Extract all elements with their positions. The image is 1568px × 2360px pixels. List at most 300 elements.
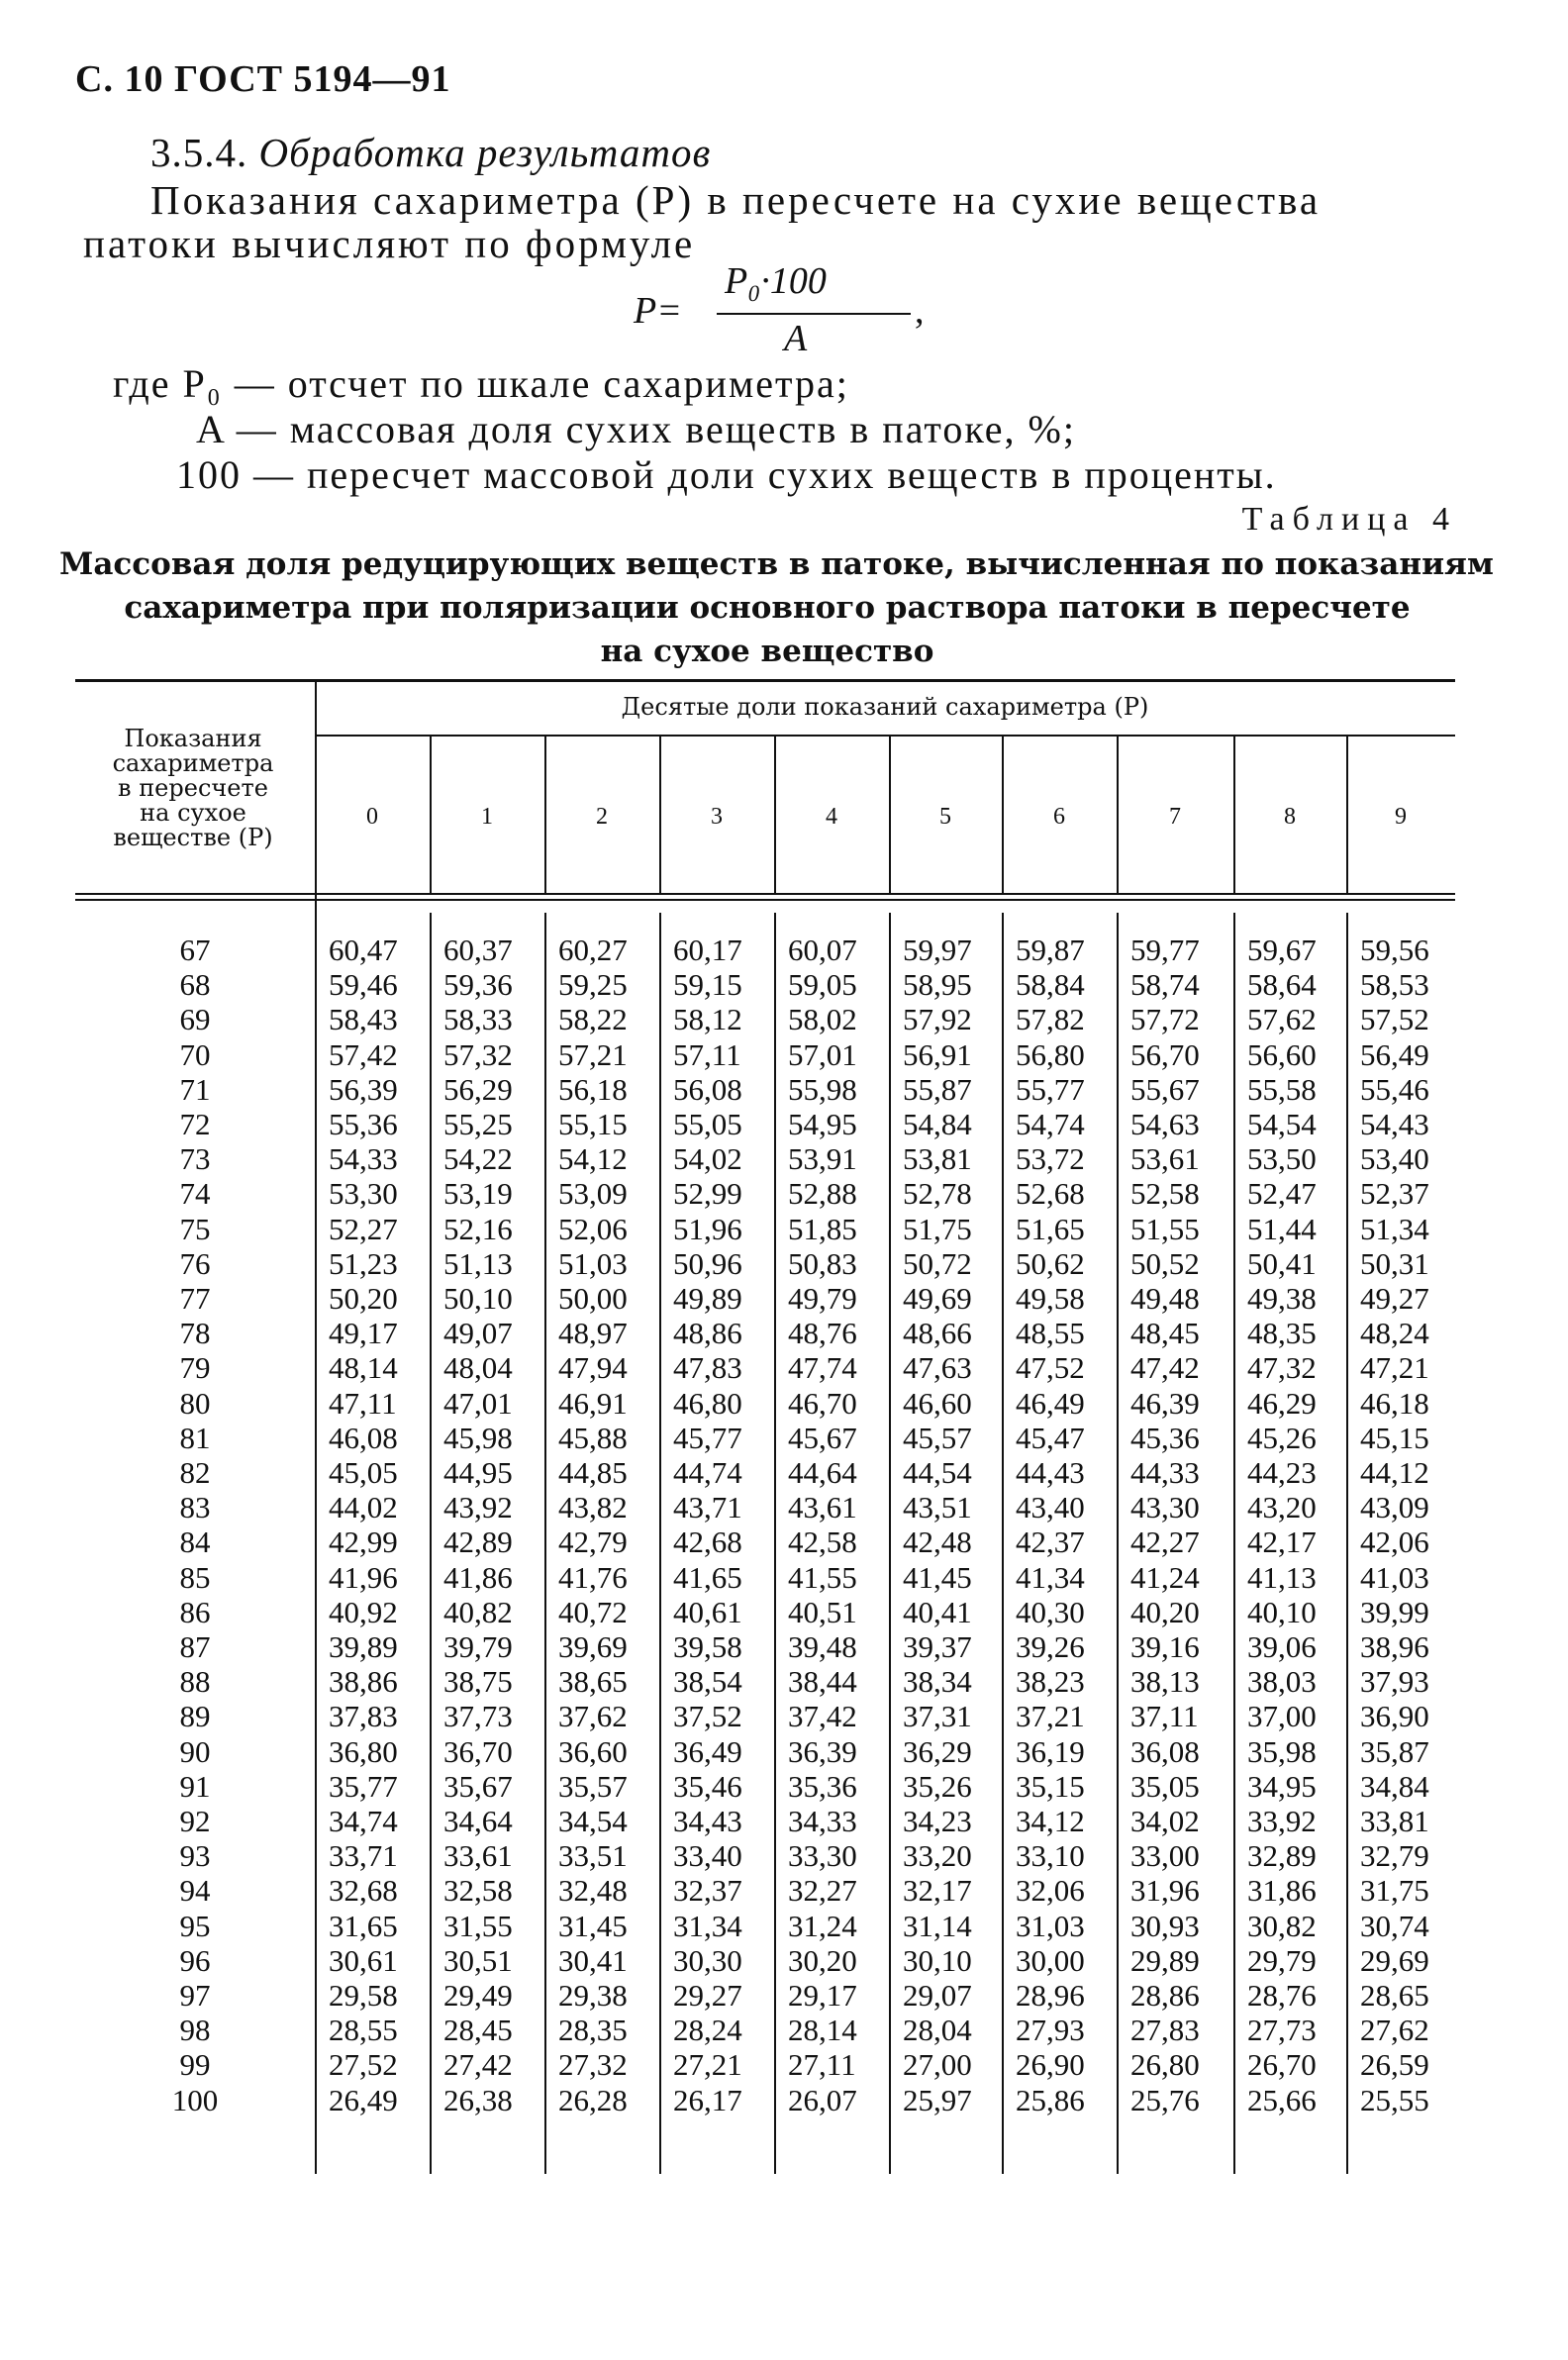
table-cell: 25,97 bbox=[903, 2082, 972, 2117]
table-cell: 57,11 bbox=[673, 1036, 741, 1072]
table-cell: 39,89 bbox=[329, 1629, 398, 1664]
table-cell: 34,74 bbox=[329, 1804, 398, 1838]
column-divider bbox=[889, 735, 891, 893]
table-header-rule-double bbox=[75, 899, 1455, 901]
table-cell: 47,11 bbox=[329, 1385, 397, 1421]
table-cell: 42,68 bbox=[673, 1524, 742, 1560]
table-cell: 30,10 bbox=[903, 1942, 972, 1978]
row-label: 95 bbox=[179, 1908, 211, 1943]
table-cell: 52,27 bbox=[329, 1211, 398, 1246]
table-cell: 39,26 bbox=[1016, 1629, 1085, 1664]
table-cell: 55,58 bbox=[1247, 1071, 1317, 1107]
table-cell: 45,98 bbox=[443, 1420, 513, 1455]
table-cell: 50,31 bbox=[1360, 1245, 1429, 1281]
table-cell: 57,21 bbox=[558, 1036, 628, 1072]
table-cell: 44,64 bbox=[788, 1455, 857, 1490]
table-cell: 29,79 bbox=[1247, 1942, 1317, 1978]
row-label: 90 bbox=[179, 1733, 211, 1769]
table-cell: 46,60 bbox=[903, 1385, 972, 1421]
table-cell: 42,99 bbox=[329, 1524, 398, 1560]
table-cell: 34,64 bbox=[443, 1804, 513, 1838]
row-label: 82 bbox=[179, 1455, 211, 1490]
table-cell: 28,86 bbox=[1130, 1978, 1200, 2013]
table-cell: 36,08 bbox=[1130, 1733, 1200, 1769]
table-cell: 47,94 bbox=[558, 1350, 628, 1386]
table-cell: 32,89 bbox=[1247, 1838, 1317, 1874]
table-cell: 50,10 bbox=[443, 1281, 513, 1316]
table-cell: 44,33 bbox=[1130, 1455, 1200, 1490]
table-cell: 59,97 bbox=[903, 933, 972, 967]
table-cell: 35,15 bbox=[1016, 1768, 1085, 1804]
table-cell: 48,45 bbox=[1130, 1316, 1200, 1351]
table-cell: 27,83 bbox=[1130, 2013, 1200, 2048]
table-cell: 42,79 bbox=[558, 1524, 628, 1560]
table-cell: 47,52 bbox=[1016, 1350, 1085, 1386]
table-cell: 47,83 bbox=[673, 1350, 742, 1386]
table-cell: 26,59 bbox=[1360, 2047, 1429, 2083]
table-cell: 50,96 bbox=[673, 1245, 742, 1281]
table-cell: 34,95 bbox=[1247, 1768, 1317, 1804]
table-cell: 44,43 bbox=[1016, 1455, 1085, 1490]
table-cell: 30,74 bbox=[1360, 1908, 1429, 1943]
table-cell: 44,02 bbox=[329, 1490, 398, 1525]
table-cell: 56,49 bbox=[1360, 1036, 1429, 1072]
table-cell: 60,47 bbox=[329, 933, 398, 967]
table-cell: 35,67 bbox=[443, 1768, 513, 1804]
table-cell: 27,52 bbox=[329, 2047, 398, 2083]
column-divider bbox=[430, 913, 432, 2174]
table-cell: 25,86 bbox=[1016, 2082, 1085, 2117]
table-cell: 41,86 bbox=[443, 1559, 513, 1595]
table-cell: 37,62 bbox=[558, 1699, 628, 1734]
table-cell: 40,30 bbox=[1016, 1594, 1085, 1629]
table-cell: 48,24 bbox=[1360, 1316, 1429, 1351]
column-divider bbox=[315, 681, 317, 2174]
table-cell: 55,77 bbox=[1016, 1071, 1085, 1107]
table-cell: 35,46 bbox=[673, 1768, 742, 1804]
table-cell: 40,82 bbox=[443, 1594, 513, 1629]
table-cell: 53,91 bbox=[788, 1141, 857, 1177]
table-cell: 54,22 bbox=[443, 1141, 513, 1177]
formula-comma: , bbox=[915, 290, 925, 332]
table-cell: 38,54 bbox=[673, 1664, 742, 1700]
table-cell: 28,24 bbox=[673, 2013, 742, 2048]
table-cell: 48,35 bbox=[1247, 1316, 1317, 1351]
table-cell: 53,50 bbox=[1247, 1141, 1317, 1177]
table-cell: 29,27 bbox=[673, 1978, 742, 2013]
column-divider bbox=[544, 913, 546, 2174]
table-cell: 57,52 bbox=[1360, 1002, 1429, 1037]
table-cell: 35,57 bbox=[558, 1768, 628, 1804]
table-cell: 44,54 bbox=[903, 1455, 972, 1490]
table-cell: 43,09 bbox=[1360, 1490, 1429, 1525]
table-cell: 43,30 bbox=[1130, 1490, 1200, 1525]
table-cell: 41,65 bbox=[673, 1559, 742, 1595]
column-header: 7 bbox=[1169, 804, 1181, 830]
table-cell: 52,58 bbox=[1130, 1176, 1200, 1212]
table-cell: 45,36 bbox=[1130, 1420, 1200, 1455]
table-cell: 34,84 bbox=[1360, 1768, 1429, 1804]
table-cell: 55,87 bbox=[903, 1071, 972, 1107]
table-cell: 27,62 bbox=[1360, 2013, 1429, 2048]
column-divider bbox=[1117, 913, 1119, 2174]
table-cell: 40,72 bbox=[558, 1594, 628, 1629]
table-cell: 25,55 bbox=[1360, 2082, 1429, 2117]
table-cell: 29,58 bbox=[329, 1978, 398, 2013]
table-cell: 41,34 bbox=[1016, 1559, 1085, 1595]
table-cell: 58,84 bbox=[1016, 967, 1085, 1003]
column-divider bbox=[889, 913, 891, 2174]
column-divider bbox=[1346, 735, 1348, 893]
table-cell: 54,95 bbox=[788, 1107, 857, 1141]
table-cell: 56,29 bbox=[443, 1071, 513, 1107]
table-cell: 32,06 bbox=[1016, 1873, 1085, 1909]
table-cell: 52,37 bbox=[1360, 1176, 1429, 1212]
table-cell: 39,06 bbox=[1247, 1629, 1317, 1664]
table-cell: 44,12 bbox=[1360, 1455, 1429, 1490]
table-cell: 57,82 bbox=[1016, 1002, 1085, 1037]
table-cell: 47,63 bbox=[903, 1350, 972, 1386]
table-cell: 26,17 bbox=[673, 2082, 742, 2117]
table-cell: 57,92 bbox=[903, 1002, 972, 1037]
table-cell: 30,30 bbox=[673, 1942, 742, 1978]
column-divider bbox=[774, 735, 776, 893]
table-cell: 53,19 bbox=[443, 1176, 513, 1212]
definition-symbol: 100 bbox=[176, 452, 242, 497]
table-cell: 38,23 bbox=[1016, 1664, 1085, 1700]
table-cell: 48,76 bbox=[788, 1316, 857, 1351]
table-group-rule bbox=[315, 735, 1455, 737]
table-cell: 58,64 bbox=[1247, 967, 1317, 1003]
table-cell: 26,90 bbox=[1016, 2047, 1085, 2083]
table-cell: 58,22 bbox=[558, 1002, 628, 1037]
table-header-rule bbox=[75, 893, 1455, 895]
table-cell: 44,85 bbox=[558, 1455, 628, 1490]
table-cell: 40,61 bbox=[673, 1594, 742, 1629]
table-cell: 56,39 bbox=[329, 1071, 398, 1107]
row-label: 94 bbox=[179, 1873, 211, 1909]
table-cell: 49,17 bbox=[329, 1316, 398, 1351]
table-cell: 56,91 bbox=[903, 1036, 972, 1072]
table-cell: 39,58 bbox=[673, 1629, 742, 1664]
table-cell: 37,21 bbox=[1016, 1699, 1085, 1734]
table-cell: 46,29 bbox=[1247, 1385, 1317, 1421]
table-cell: 51,85 bbox=[788, 1211, 857, 1246]
table-cell: 28,45 bbox=[443, 2013, 513, 2048]
table-cell: 46,70 bbox=[788, 1385, 857, 1421]
column-header: 2 bbox=[596, 804, 608, 830]
formula-numerator: P₀·100 bbox=[725, 260, 827, 302]
table-cell: 33,00 bbox=[1130, 1838, 1200, 1874]
table-cell: 52,88 bbox=[788, 1176, 857, 1212]
table-cell: 54,02 bbox=[673, 1141, 742, 1177]
table-cell: 49,48 bbox=[1130, 1281, 1200, 1316]
table-cell: 35,87 bbox=[1360, 1733, 1429, 1769]
column-header: 8 bbox=[1284, 804, 1296, 830]
table-cell: 53,61 bbox=[1130, 1141, 1200, 1177]
table-cell: 29,07 bbox=[903, 1978, 972, 2013]
row-label: 84 bbox=[179, 1524, 211, 1560]
table-cell: 41,24 bbox=[1130, 1559, 1200, 1595]
table-cell: 33,71 bbox=[329, 1838, 398, 1874]
table-cell: 58,43 bbox=[329, 1002, 398, 1037]
table-cell: 51,34 bbox=[1360, 1211, 1429, 1246]
table-cell: 59,77 bbox=[1130, 933, 1200, 967]
table-cell: 48,86 bbox=[673, 1316, 742, 1351]
table-cell: 45,05 bbox=[329, 1455, 398, 1490]
table-cell: 37,93 bbox=[1360, 1664, 1429, 1700]
row-label: 86 bbox=[179, 1594, 211, 1629]
table-cell: 38,03 bbox=[1247, 1664, 1317, 1700]
row-label: 98 bbox=[179, 2013, 211, 2048]
table-cell: 31,65 bbox=[329, 1908, 398, 1943]
row-label: 68 bbox=[179, 967, 211, 1003]
table-cell: 55,36 bbox=[329, 1107, 398, 1141]
table-cell: 48,97 bbox=[558, 1316, 628, 1351]
table-cell: 39,37 bbox=[903, 1629, 972, 1664]
definition-text: — массовая доля сухих веществ в патоке, %; bbox=[236, 407, 1076, 451]
table-cell: 29,49 bbox=[443, 1978, 513, 2013]
table-cell: 58,53 bbox=[1360, 967, 1429, 1003]
table-cell: 31,75 bbox=[1360, 1873, 1429, 1909]
table-cell: 34,12 bbox=[1016, 1804, 1085, 1838]
table-cell: 30,51 bbox=[443, 1942, 513, 1978]
table-cell: 43,40 bbox=[1016, 1490, 1085, 1525]
table-cell: 37,00 bbox=[1247, 1699, 1317, 1734]
row-label: 76 bbox=[179, 1245, 211, 1281]
table-cell: 30,41 bbox=[558, 1942, 628, 1978]
column-divider bbox=[659, 735, 661, 893]
table-cell: 47,32 bbox=[1247, 1350, 1317, 1386]
table-cell: 42,27 bbox=[1130, 1524, 1200, 1560]
table-cell: 33,81 bbox=[1360, 1804, 1429, 1838]
table-cell: 28,55 bbox=[329, 2013, 398, 2048]
table-cell: 53,30 bbox=[329, 1176, 398, 1212]
row-label: 99 bbox=[179, 2047, 211, 2083]
table-cell: 28,65 bbox=[1360, 1978, 1429, 2013]
table-cell: 46,18 bbox=[1360, 1385, 1429, 1421]
table-cell: 54,33 bbox=[329, 1141, 398, 1177]
table-cell: 49,07 bbox=[443, 1316, 513, 1351]
table-cell: 37,83 bbox=[329, 1699, 398, 1734]
column-divider bbox=[1117, 735, 1119, 893]
table-cell: 51,55 bbox=[1130, 1211, 1200, 1246]
table-cell: 50,83 bbox=[788, 1245, 857, 1281]
table-cell: 54,43 bbox=[1360, 1107, 1429, 1141]
row-header-line: веществе (P) bbox=[113, 824, 273, 851]
column-header: 3 bbox=[711, 804, 723, 830]
table-cell: 31,34 bbox=[673, 1908, 742, 1943]
table-cell: 41,55 bbox=[788, 1559, 857, 1595]
row-header-line: в пересчете bbox=[118, 774, 268, 802]
table-cell: 31,45 bbox=[558, 1908, 628, 1943]
table-cell: 35,26 bbox=[903, 1768, 972, 1804]
page-header: С. 10 ГОСТ 5194—91 bbox=[75, 58, 451, 100]
table-cell: 30,61 bbox=[329, 1942, 398, 1978]
table-cell: 45,77 bbox=[673, 1420, 742, 1455]
table-cell: 33,61 bbox=[443, 1838, 513, 1874]
definition-2 bbox=[196, 406, 1076, 452]
table-cell: 56,80 bbox=[1016, 1036, 1085, 1072]
table-cell: 40,20 bbox=[1130, 1594, 1200, 1629]
table-cell: 49,27 bbox=[1360, 1281, 1429, 1316]
table-cell: 52,06 bbox=[558, 1211, 628, 1246]
column-divider bbox=[430, 735, 432, 893]
table-cell: 32,37 bbox=[673, 1873, 742, 1909]
table-cell: 46,39 bbox=[1130, 1385, 1200, 1421]
column-header: 6 bbox=[1053, 804, 1065, 830]
table-cell: 33,30 bbox=[788, 1838, 857, 1874]
table-cell: 38,13 bbox=[1130, 1664, 1200, 1700]
table-cell: 43,20 bbox=[1247, 1490, 1317, 1525]
table-cell: 35,36 bbox=[788, 1768, 857, 1804]
table-cell: 56,18 bbox=[558, 1071, 628, 1107]
table-cell: 27,00 bbox=[903, 2047, 972, 2083]
table-cell: 48,55 bbox=[1016, 1316, 1085, 1351]
table-cell: 26,70 bbox=[1247, 2047, 1317, 2083]
table-cell: 48,04 bbox=[443, 1350, 513, 1386]
table-cell: 38,75 bbox=[443, 1664, 513, 1700]
table-cell: 51,96 bbox=[673, 1211, 742, 1246]
table-cell: 59,25 bbox=[558, 967, 628, 1003]
table-cell: 25,76 bbox=[1130, 2082, 1200, 2117]
table-cell: 33,20 bbox=[903, 1838, 972, 1874]
table-cell: 58,33 bbox=[443, 1002, 513, 1037]
column-header: 0 bbox=[366, 804, 378, 830]
table-cell: 39,48 bbox=[788, 1629, 857, 1664]
table-cell: 34,43 bbox=[673, 1804, 742, 1838]
definition-text: — отсчет по шкале сахариметра; bbox=[234, 361, 849, 406]
table-cell: 40,92 bbox=[329, 1594, 398, 1629]
table-cell: 27,32 bbox=[558, 2047, 628, 2083]
table-cell: 38,34 bbox=[903, 1664, 972, 1700]
table-cell: 50,00 bbox=[558, 1281, 628, 1316]
table-cell: 42,37 bbox=[1016, 1524, 1085, 1560]
table-cell: 33,92 bbox=[1247, 1804, 1317, 1838]
row-label: 89 bbox=[179, 1699, 211, 1734]
table-cell: 45,47 bbox=[1016, 1420, 1085, 1455]
table-top-rule bbox=[75, 679, 1455, 682]
table-cell: 32,68 bbox=[329, 1873, 398, 1909]
table-cell: 27,73 bbox=[1247, 2013, 1317, 2048]
column-divider bbox=[1002, 735, 1004, 893]
table-cell: 54,12 bbox=[558, 1141, 628, 1177]
table-cell: 38,96 bbox=[1360, 1629, 1429, 1664]
table-cell: 34,33 bbox=[788, 1804, 857, 1838]
table-cell: 54,63 bbox=[1130, 1107, 1200, 1141]
row-label: 85 bbox=[179, 1559, 211, 1595]
table-cell: 37,52 bbox=[673, 1699, 742, 1734]
table-cell: 42,17 bbox=[1247, 1524, 1317, 1560]
row-label: 67 bbox=[179, 933, 211, 967]
table-cell: 42,48 bbox=[903, 1524, 972, 1560]
table-cell: 29,38 bbox=[558, 1978, 628, 2013]
table-cell: 27,21 bbox=[673, 2047, 742, 2083]
table-cell: 43,71 bbox=[673, 1490, 742, 1525]
row-label: 81 bbox=[179, 1420, 211, 1455]
row-label: 87 bbox=[179, 1629, 211, 1664]
table-cell: 43,92 bbox=[443, 1490, 513, 1525]
table-cell: 36,70 bbox=[443, 1733, 513, 1769]
table-cell: 59,46 bbox=[329, 967, 398, 1003]
table-cell: 38,86 bbox=[329, 1664, 398, 1700]
table-cell: 25,66 bbox=[1247, 2082, 1317, 2117]
table-cell: 44,74 bbox=[673, 1455, 742, 1490]
column-divider bbox=[1346, 913, 1348, 2174]
table-cell: 47,42 bbox=[1130, 1350, 1200, 1386]
table-cell: 49,38 bbox=[1247, 1281, 1317, 1316]
table-cell: 51,65 bbox=[1016, 1211, 1085, 1246]
table-cell: 36,19 bbox=[1016, 1733, 1085, 1769]
table-cell: 46,80 bbox=[673, 1385, 742, 1421]
row-label: 83 bbox=[179, 1490, 211, 1525]
table-cell: 43,51 bbox=[903, 1490, 972, 1525]
definition-text: — пересчет массовой доли сухих веществ в проценты. bbox=[253, 452, 1277, 497]
section-number: 3.5.4. bbox=[150, 130, 248, 175]
table-caption-line-2: сахариметра при поляризации основного раствора патоки в пересчете bbox=[124, 590, 1411, 626]
table-cell: 44,95 bbox=[443, 1455, 513, 1490]
formula-lhs: P= bbox=[634, 290, 682, 332]
column-divider bbox=[1233, 735, 1235, 893]
table-cell: 51,44 bbox=[1247, 1211, 1317, 1246]
table-cell: 28,35 bbox=[558, 2013, 628, 2048]
table-cell: 59,67 bbox=[1247, 933, 1317, 967]
table-cell: 36,49 bbox=[673, 1733, 742, 1769]
table-cell: 49,69 bbox=[903, 1281, 972, 1316]
table-cell: 50,62 bbox=[1016, 1245, 1085, 1281]
paragraph-line-2: патоки вычисляют по формуле bbox=[83, 221, 696, 266]
table-cell: 45,15 bbox=[1360, 1420, 1429, 1455]
group-header: Десятые доли показаний сахариметра (P) bbox=[621, 693, 1149, 721]
table-cell: 56,60 bbox=[1247, 1036, 1317, 1072]
row-label: 88 bbox=[179, 1664, 211, 1700]
row-label: 96 bbox=[179, 1942, 211, 1978]
table-cell: 39,69 bbox=[558, 1629, 628, 1664]
table-cell: 32,48 bbox=[558, 1873, 628, 1909]
row-label: 72 bbox=[179, 1107, 211, 1141]
row-label: 74 bbox=[179, 1176, 211, 1212]
table-cell: 50,52 bbox=[1130, 1245, 1200, 1281]
table-cell: 30,20 bbox=[788, 1942, 857, 1978]
table-cell: 26,07 bbox=[788, 2082, 857, 2117]
table-cell: 31,03 bbox=[1016, 1908, 1085, 1943]
table-cell: 31,24 bbox=[788, 1908, 857, 1943]
table-cell: 56,08 bbox=[673, 1071, 742, 1107]
table-cell: 49,79 bbox=[788, 1281, 857, 1316]
table-cell: 36,90 bbox=[1360, 1699, 1429, 1734]
table-cell: 60,37 bbox=[443, 933, 513, 967]
table-cell: 33,40 bbox=[673, 1838, 742, 1874]
table-cell: 54,84 bbox=[903, 1107, 972, 1141]
table-cell: 55,05 bbox=[673, 1107, 742, 1141]
table-cell: 58,74 bbox=[1130, 967, 1200, 1003]
table-cell: 50,72 bbox=[903, 1245, 972, 1281]
table-cell: 53,72 bbox=[1016, 1141, 1085, 1177]
table-cell: 32,58 bbox=[443, 1873, 513, 1909]
table-cell: 28,96 bbox=[1016, 1978, 1085, 2013]
table-cell: 29,17 bbox=[788, 1978, 857, 2013]
table-cell: 59,56 bbox=[1360, 933, 1429, 967]
table-cell: 26,49 bbox=[329, 2082, 398, 2117]
table-cell: 36,60 bbox=[558, 1733, 628, 1769]
column-divider bbox=[774, 913, 776, 2174]
table-cell: 30,93 bbox=[1130, 1908, 1200, 1943]
table-cell: 52,99 bbox=[673, 1176, 742, 1212]
table-cell: 42,06 bbox=[1360, 1524, 1429, 1560]
table-cell: 51,75 bbox=[903, 1211, 972, 1246]
table-cell: 48,66 bbox=[903, 1316, 972, 1351]
table-cell: 59,15 bbox=[673, 967, 742, 1003]
